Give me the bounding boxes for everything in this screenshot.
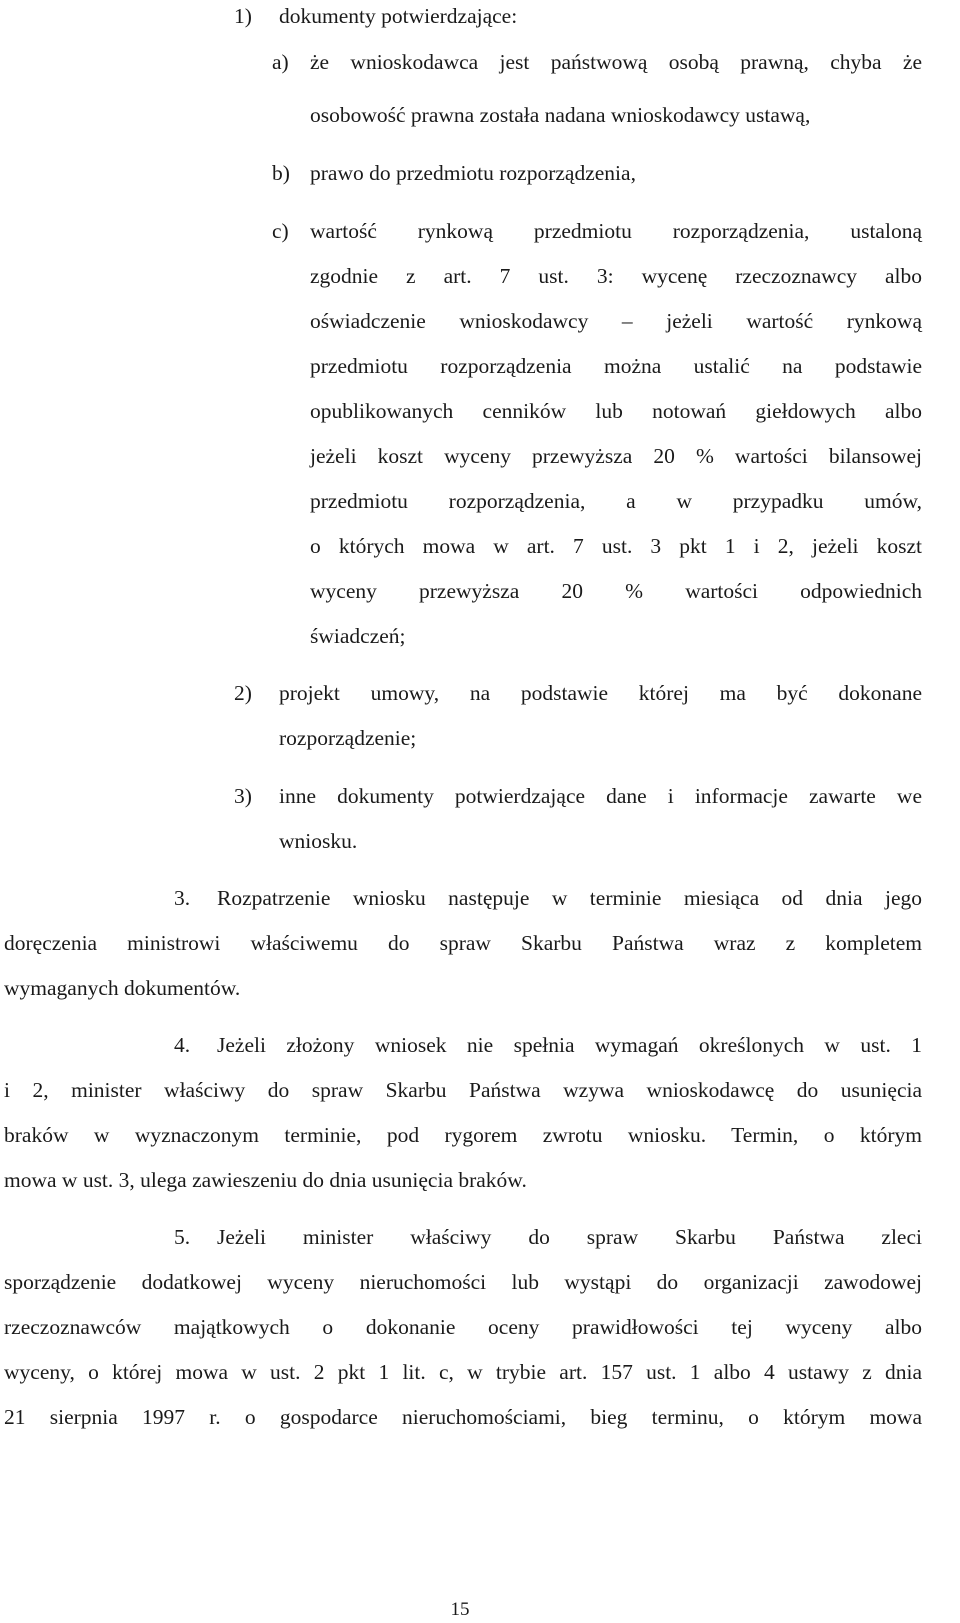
subitem-c-line-4: przedmiotu rozporządzenia można ustalić na podstawie [310,354,922,378]
paragraph-4-line-4: mowa w ust. 3, ulega zawieszeniu do dnia usunięcia braków. [4,1168,527,1192]
list-item-3-line-1: inne dokumenty potwierdzające dane i informacje zawarte we [279,784,922,808]
paragraph-4-line-3: braków w wyznaczonym terminie, pod rygorem zwrotu wniosku. Termin, o którym [4,1123,922,1147]
paragraph-5-line-2: sporządzenie dodatkowej wyceny nieruchomości lub wystąpi do organizacji zawodowej [4,1270,922,1294]
list-item-2-marker: 2) [234,681,252,705]
paragraph-4-line-2: i 2, minister właściwy do spraw Skarbu Państwa wzywa wnioskodawcę do usunięcia [4,1078,922,1102]
paragraph-3-line-2: doręczenia ministrowi właściwemu do spraw Skarbu Państwa wraz z kompletem [4,931,922,955]
subitem-c-line-10: świadczeń; [310,624,406,648]
subitem-c-line-3: oświadczenie wnioskodawcy – jeżeli wartość rynkową [310,309,922,333]
page-number: 15 [450,1599,470,1620]
subitem-c-line-8: o których mowa w art. 7 ust. 3 pkt 1 i 2, jeżeli koszt [310,534,922,558]
subitem-a-line-1: że wnioskodawca jest państwową osobą prawną, chyba że [310,50,922,74]
subitem-c-line-2: zgodnie z art. 7 ust. 3: wycenę rzeczoznawcy albo [310,264,922,288]
paragraph-5-line-4: wyceny, o której mowa w ust. 2 pkt 1 lit. c, w trybie art. 157 ust. 1 albo 4 ustawy z dnia [4,1360,922,1384]
list-item-1-marker: 1) [234,4,252,28]
subitem-c-line-1: wartość rynkową przedmiotu rozporządzenia, ustaloną [310,219,922,243]
list-item-3-marker: 3) [234,784,252,808]
subitem-a-marker: a) [272,50,289,74]
paragraph-4-line-1: Jeżeli złożony wniosek nie spełnia wymagań określonych w ust. 1 [217,1033,922,1057]
subitem-b-marker: b) [272,161,290,185]
paragraph-5-line-1: Jeżeli minister właściwy do spraw Skarbu Państwa zleci [217,1225,922,1249]
list-item-1-text: dokumenty potwierdzające: [279,4,518,28]
subitem-a-line-2: osobowość prawna została nadana wnioskodawcy ustawą, [310,103,811,127]
subitem-c-line-9: wyceny przewyższa 20 % wartości odpowiednich [310,579,922,603]
paragraph-3-line-3: wymaganych dokumentów. [4,976,241,1000]
subitem-c-line-6: jeżeli koszt wyceny przewyższa 20 % wartości bilansowej [310,444,922,468]
paragraph-3-line-1: Rozpatrzenie wniosku następuje w terminie miesiąca od dnia jego [217,886,922,910]
paragraph-4-number: 4. [174,1033,191,1057]
paragraph-3-number: 3. [174,886,191,910]
subitem-c-line-5: opublikowanych cenników lub notowań giełdowych albo [310,399,922,423]
subitem-c-marker: c) [272,219,289,243]
paragraph-5-line-3: rzeczoznawców majątkowych o dokonanie oceny prawidłowości tej wyceny albo [4,1315,922,1339]
list-item-2-line-1: projekt umowy, na podstawie której ma być dokonane [279,681,922,705]
paragraph-5-line-5: 21 sierpnia 1997 r. o gospodarce nieruchomościami, bieg terminu, o którym mowa [4,1405,922,1429]
list-item-3-line-2: wniosku. [279,829,358,853]
paragraph-5-number: 5. [174,1225,191,1249]
subitem-b-line-1: prawo do przedmiotu rozporządzenia, [310,161,636,185]
list-item-2-line-2: rozporządzenie; [279,726,417,750]
subitem-c-line-7: przedmiotu rozporządzenia, a w przypadku umów, [310,489,922,513]
